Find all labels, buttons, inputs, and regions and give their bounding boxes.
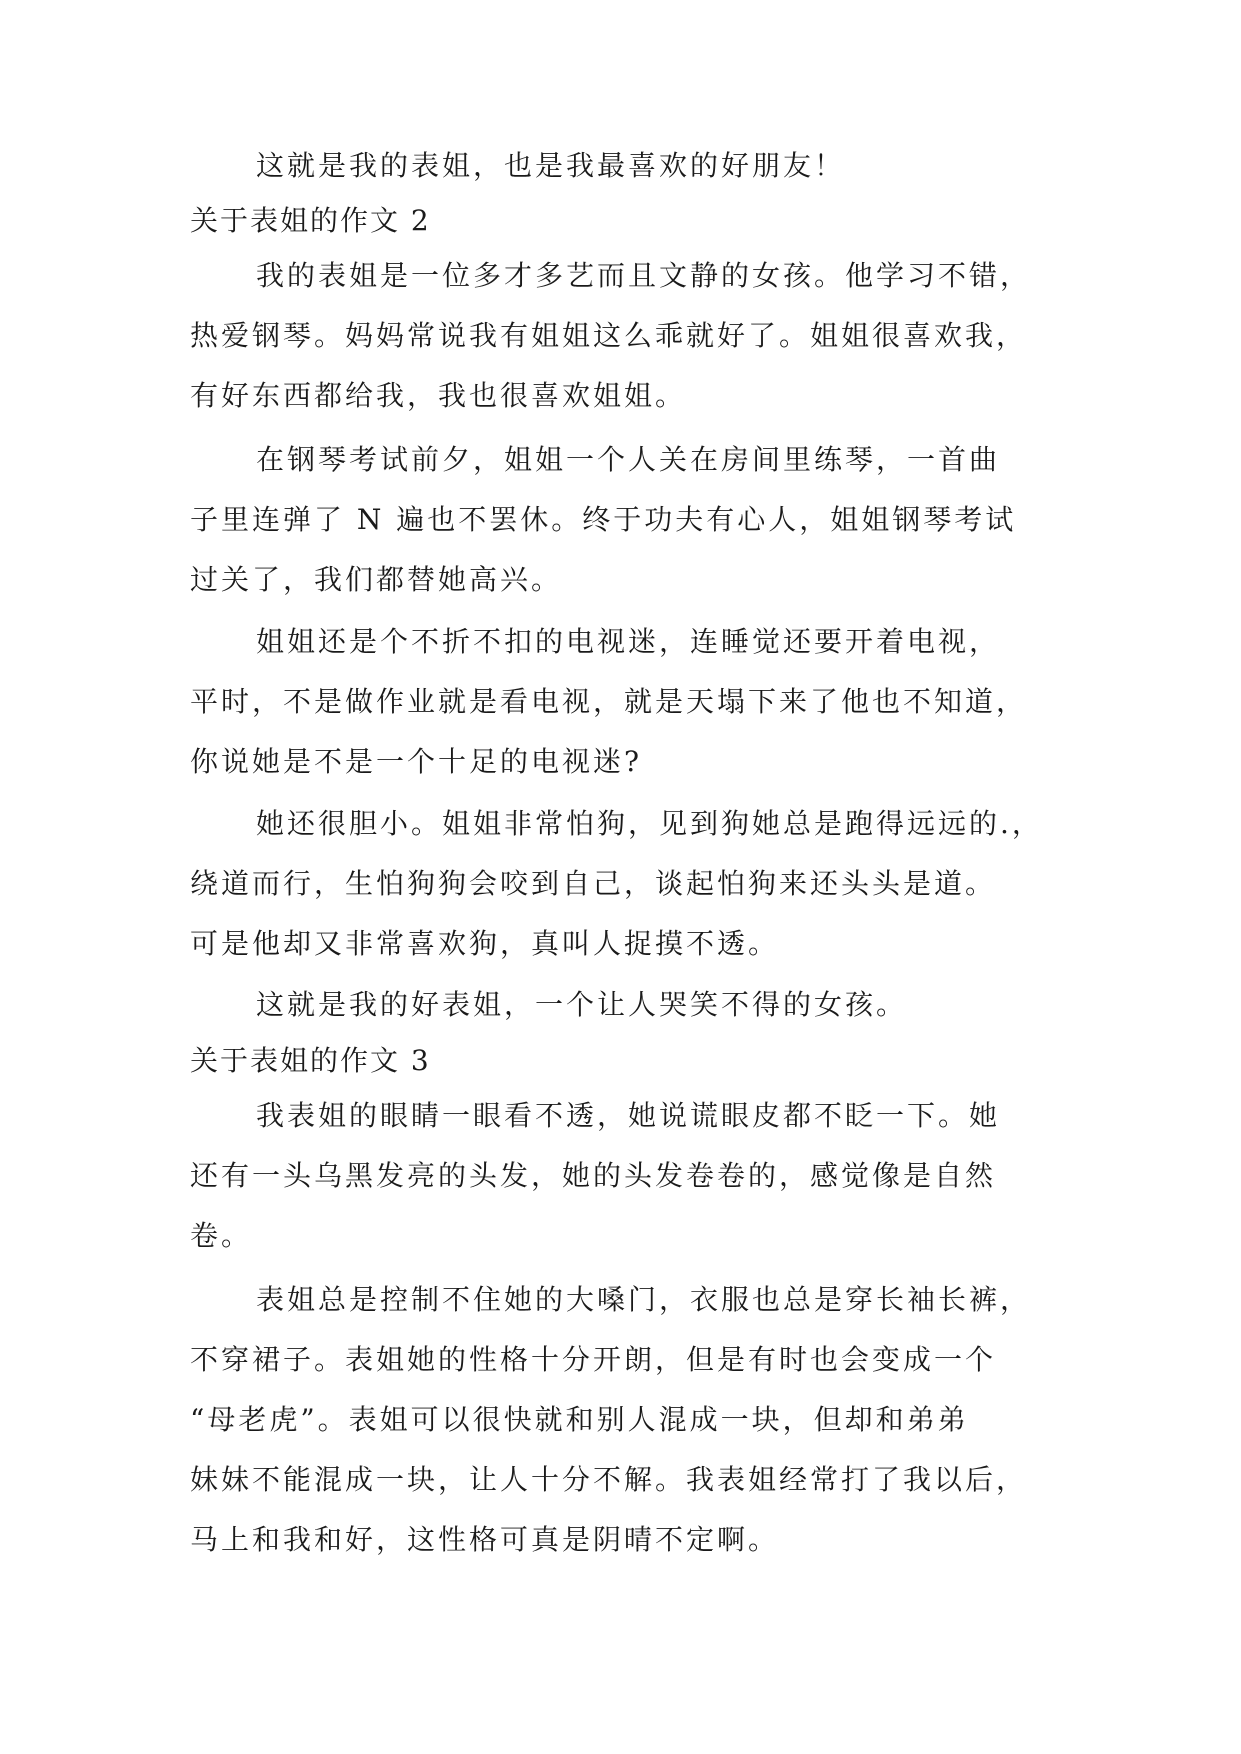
text-line: 这就是我的表姐，也是我最喜欢的好朋友！ <box>256 149 846 182</box>
text-line: 她还很胆小。姐姐非常怕狗，见到狗她总是跑得远远的.， <box>256 807 1043 840</box>
text-line: 在钢琴考试前夕，姐姐一个人关在房间里练琴，一首曲 <box>256 443 1001 476</box>
text-line: 妹妹不能混成一块，让人十分不解。我表姐经常打了我以后， <box>190 1463 1028 1496</box>
paragraph <box>190 975 1090 1035</box>
text-line: 卷。 <box>190 1219 253 1252</box>
paragraph <box>190 1270 1090 1570</box>
text-line: 平时，不是做作业就是看电视，就是天塌下来了他也不知道， <box>190 685 1028 718</box>
heading-text: 关于表姐的作文 2 <box>190 204 431 237</box>
text-line: 还有一头乌黑发亮的头发，她的头发卷卷的，感觉像是自然 <box>190 1159 997 1192</box>
text-line: “母老虎”。表姐可以很快就和别人混成一块，但却和弟弟 <box>190 1403 969 1436</box>
text-line: 我表姐的眼睛一眼看不透，她说谎眼皮都不眨一下。她 <box>256 1099 1001 1132</box>
text-line: 有好东西都给我，我也很喜欢姐姐。 <box>190 379 687 412</box>
text-line: 你说她是不是一个十足的电视迷? <box>190 745 643 778</box>
text-line: 不穿裙子。表姐她的性格十分开朗，但是有时也会变成一个 <box>190 1343 997 1376</box>
section-heading <box>190 191 1090 251</box>
text-line: 姐姐还是个不折不扣的电视迷，连睡觉还要开着电视， <box>256 625 1001 658</box>
text-line: 绕道而行，生怕狗狗会咬到自己，谈起怕狗来还头头是道。 <box>190 867 997 900</box>
paragraph <box>190 246 1090 426</box>
text-line: 过关了，我们都替她高兴。 <box>190 563 563 596</box>
paragraph <box>190 794 1090 974</box>
text-line: 这就是我的好表姐，一个让人哭笑不得的女孩。 <box>256 988 908 1021</box>
text-line: 表姐总是控制不住她的大嗓门，衣服也总是穿长袖长裤， <box>256 1283 1032 1316</box>
text-line: 可是他却又非常喜欢狗，真叫人捉摸不透。 <box>190 927 780 960</box>
paragraph <box>190 1086 1090 1266</box>
text-line: 子里连弹了 N 遍也不罢休。终于功夫有心人，姐姐钢琴考试 <box>190 503 1017 536</box>
paragraph <box>190 136 1090 196</box>
section-heading <box>190 1031 1090 1091</box>
heading-text: 关于表姐的作文 3 <box>190 1044 431 1077</box>
paragraph <box>190 430 1090 610</box>
paragraph <box>190 612 1090 792</box>
text-line: 热爱钢琴。妈妈常说我有姐姐这么乖就好了。姐姐很喜欢我， <box>190 319 1028 352</box>
text-line: 马上和我和好，这性格可真是阴晴不定啊。 <box>190 1523 780 1556</box>
text-line: 我的表姐是一位多才多艺而且文静的女孩。他学习不错， <box>256 259 1032 292</box>
